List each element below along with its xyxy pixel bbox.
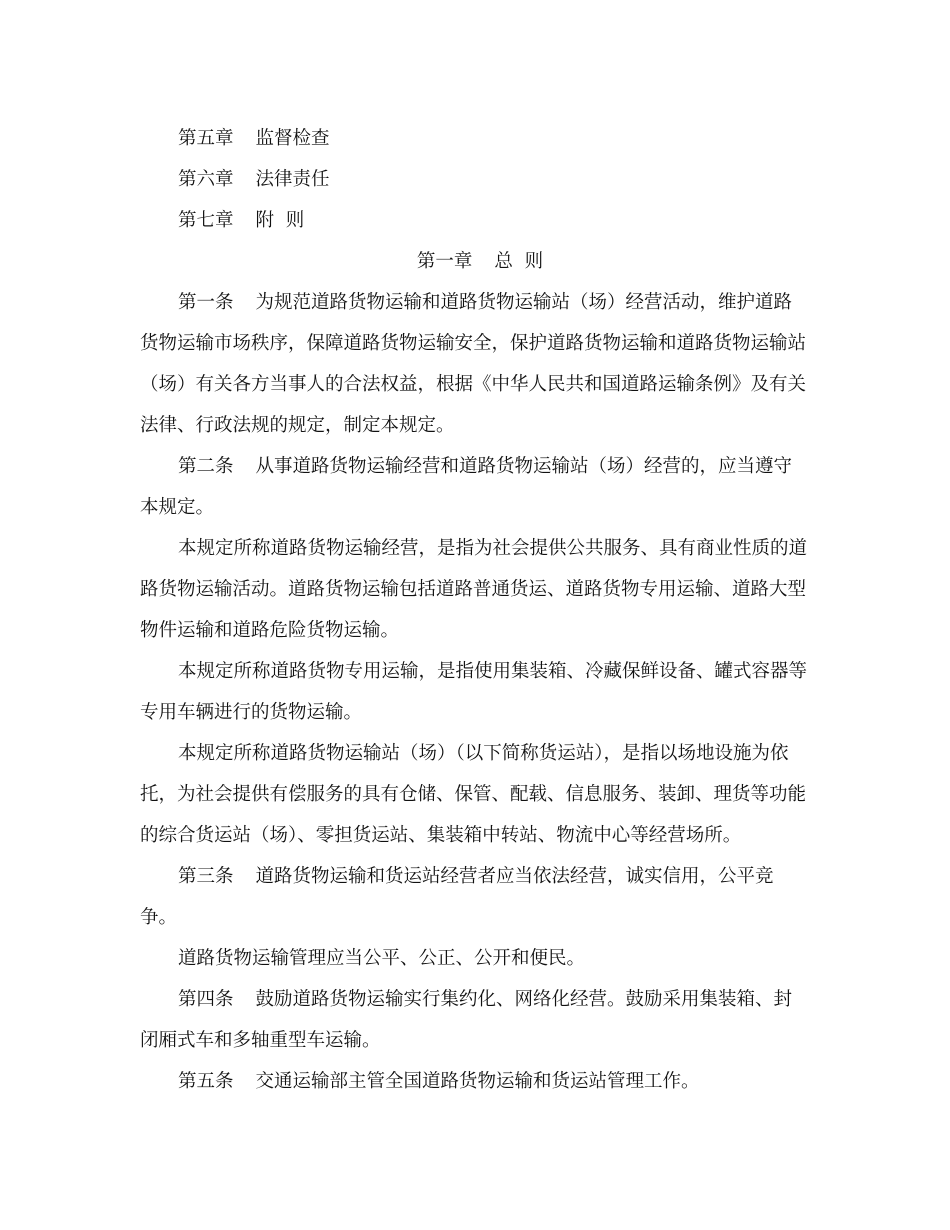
chapter-number: 第一章 (416, 251, 473, 272)
paragraph-line (140, 446, 820, 487)
paragraph-line (140, 364, 820, 405)
toc-chapter: 第六章 (178, 169, 234, 190)
paragraph-line (140, 856, 820, 897)
paragraph-line (140, 1061, 820, 1102)
paragraph-line (140, 897, 820, 938)
paragraph-line (140, 651, 820, 692)
line-text: 托，为社会提供有偿服务的具有仓储、保管、配载、信息服务、装卸、理货等功能 (140, 784, 807, 805)
chapter-title: 总 则 (494, 251, 544, 272)
body-text (140, 282, 820, 1102)
line-text: 争。 (140, 907, 178, 928)
article-number: 第二条 (178, 456, 234, 477)
line-text: 专用车辆进行的货物运输。 (140, 702, 363, 723)
line-text: 法律、行政法规的规定，制定本规定。 (140, 415, 455, 436)
paragraph-line (140, 282, 820, 323)
line-text: 物件运输和道路危险货物运输。 (140, 620, 400, 641)
paragraph-line (140, 569, 820, 610)
toc-item (140, 159, 820, 200)
article-number: 第五条 (178, 1071, 234, 1092)
line-text: 货物运输市场秩序，保障道路货物运输安全，保护道路货物运输和道路货物运输站 (140, 333, 807, 354)
line-text: 鼓励道路货物运输实行集约化、网络化经营。鼓励采用集装箱、封 (255, 989, 793, 1010)
paragraph-line (140, 487, 820, 528)
toc-item (140, 200, 820, 241)
paragraph-line (140, 610, 820, 651)
paragraph-line (140, 692, 820, 733)
line-text: 本规定。 (140, 497, 215, 518)
paragraph-line (140, 979, 820, 1020)
paragraph-line (140, 405, 820, 446)
toc-chapter: 第五章 (178, 128, 234, 149)
paragraph-line (140, 528, 820, 569)
toc-item (140, 118, 820, 159)
toc-title: 监督检查 (255, 128, 330, 149)
line-text: 道路货物运输管理应当公平、公正、公开和便民。 (178, 948, 586, 969)
line-text: 为规范道路货物运输和道路货物运输站（场）经营活动，维护道路 (255, 292, 793, 313)
article-number: 第三条 (178, 866, 234, 887)
line-text: 从事道路货物运输经营和道路货物运输站（场）经营的，应当遵守 (255, 456, 793, 477)
line-text: （场）有关各方当事人的合法权益，根据《中华人民共和国道路运输条例》及有关 (140, 374, 807, 395)
toc-chapter: 第七章 (178, 210, 234, 231)
toc-title: 附 则 (255, 210, 305, 231)
document-body (140, 118, 820, 1102)
line-text: 交通运输部主管全国道路货物运输和货运站管理工作。 (255, 1071, 700, 1092)
paragraph-line (140, 733, 820, 774)
paragraph-line (140, 1020, 820, 1061)
line-text: 路货物运输活动。道路货物运输包括道路普通货运、道路货物专用运输、道路大型 (140, 579, 807, 600)
paragraph-line (140, 323, 820, 364)
chapter-heading (140, 241, 820, 282)
line-text: 的综合货运站（场）、零担货运站、集装箱中转站、物流中心等经营场所。 (140, 825, 742, 846)
line-text: 本规定所称道路货物专用运输，是指使用集装箱、冷藏保鲜设备、罐式容器等 (178, 661, 808, 682)
line-text: 本规定所称道路货物运输站（场）（以下简称货运站），是指以场地设施为依 (178, 743, 789, 764)
article-number: 第四条 (178, 989, 234, 1010)
line-text: 道路货物运输和货运站经营者应当依法经营，诚实信用，公平竞 (255, 866, 774, 887)
article-number: 第一条 (178, 292, 234, 313)
paragraph-line (140, 938, 820, 979)
toc-title: 法律责任 (255, 169, 330, 190)
line-text: 闭厢式车和多轴重型车运输。 (140, 1030, 381, 1051)
paragraph-line (140, 815, 820, 856)
line-text: 本规定所称道路货物运输经营，是指为社会提供公共服务、具有商业性质的道 (178, 538, 808, 559)
paragraph-line (140, 774, 820, 815)
